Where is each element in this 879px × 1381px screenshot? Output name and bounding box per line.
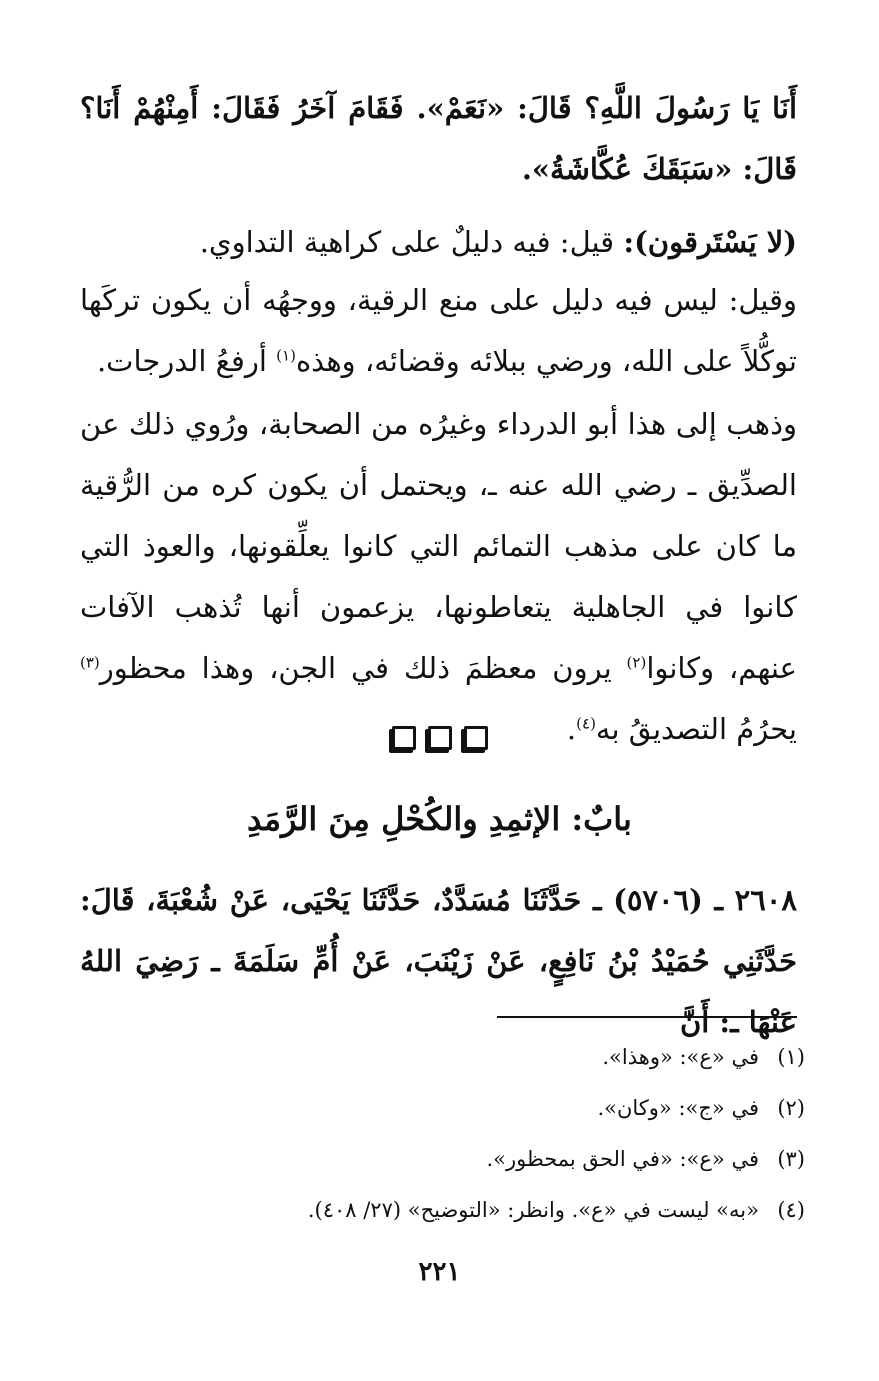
footnote-number: (٤) [777, 1198, 805, 1222]
commentary-text: قيل: فيه دليلٌ على كراهية التداوي. [199, 225, 624, 259]
footnote-text: «به» ليست في «ع». وانظر: «التوضيح» (٢٧/ ٤٠٨). [307, 1198, 759, 1222]
footnote-separator [497, 1016, 797, 1018]
section-divider [0, 726, 879, 750]
footnote-text: في «ع»: «وهذا». [602, 1045, 759, 1069]
commentary-text: يرون معظمَ ذلك في الجن، وهذا محظور [99, 651, 627, 685]
footnote-item [80, 1134, 805, 1185]
footnote-number: (١) [777, 1045, 805, 1069]
commentary-text: وقيل: ليس فيه دليل على منع الرقية، ووجهُه أن يكون تركَها توكُّلاً على الله، ورضي ببلائه وقضائه، وهذه [80, 283, 797, 378]
commentary-lastarqun [80, 212, 797, 273]
commentary-term: (لا يَسْتَرقون): [623, 225, 797, 259]
footnote-ref-3[interactable]: (٣) [80, 653, 100, 672]
footnote-text: في «ع»: «في الحق بمحظور». [486, 1147, 759, 1171]
chapter-title: بابٌ: الإثمِدِ والكُحْلِ مِنَ الرَّمَدِ [247, 800, 632, 838]
commentary-text: أرفعُ الدرجات. [96, 344, 277, 378]
commentary-text: . [566, 712, 577, 746]
square-ornament-icon [392, 726, 416, 750]
footnote-ref-2[interactable]: (٢) [626, 653, 647, 672]
footnote-item [80, 1185, 805, 1236]
footnote-text: في «ج»: «وكان». [597, 1096, 759, 1120]
footnote-item [80, 1083, 805, 1134]
footnote-number: (٣) [777, 1147, 805, 1171]
footnote-item [80, 1032, 805, 1083]
commentary-text: يحرُمُ التصديقُ به [595, 712, 797, 746]
hadith-text: ٢٦٠٨ ـ (٥٧٠٦) ـ حَدَّثَنَا مُسَدَّدٌ، حَدَّثَنَا يَحْيَى، عَنْ شُعْبَةَ، قَالَ: حَدَّثَنِي حُمَيْدُ بْنُ نَافِعٍ، عَنْ زَيْنَبَ، عَنْ أُمِّ سَلَمَةَ ـ رَضِيَ اللهُ عَنْهَا ـ: أَنَّ [80, 883, 797, 1039]
footnote-ref-4[interactable]: (٤) [576, 714, 596, 733]
square-ornament-icon [464, 726, 488, 750]
page-number: ٢٢١ [418, 1257, 461, 1287]
footnote-ref-1[interactable]: (١) [276, 346, 296, 365]
hadith-continuation: أَنَا يَا رَسُولَ اللَّهِ؟ قَالَ: «نَعَمْ». فَقَامَ آخَرُ فَقَالَ: أَمِنْهُمْ أَنَا؟ قَالَ: «سَبَقَكَ عُكَّاشَةُ». [80, 91, 797, 186]
commentary-qil [80, 270, 797, 392]
square-ornament-icon [428, 726, 452, 750]
footnotes-list [80, 1032, 805, 1236]
commentary-text: وذهب إلى هذا أبو الدرداء وغيرُه من الصحابة، ورُوي ذلك عن الصدِّيق ـ رضي الله عنه ـ، ويحتمل أن يكون كره من الرُّقية ما كان على مذهب التمائم التي كانوا يعلِّقونها، والعوذ التي كانوا في الجاهلية يتعاطونها، يزعمون أنها تُذهب الآفات عنهم، وكانوا [80, 407, 797, 685]
commentary-dhahab [80, 394, 797, 760]
footnote-number: (٢) [777, 1096, 805, 1120]
